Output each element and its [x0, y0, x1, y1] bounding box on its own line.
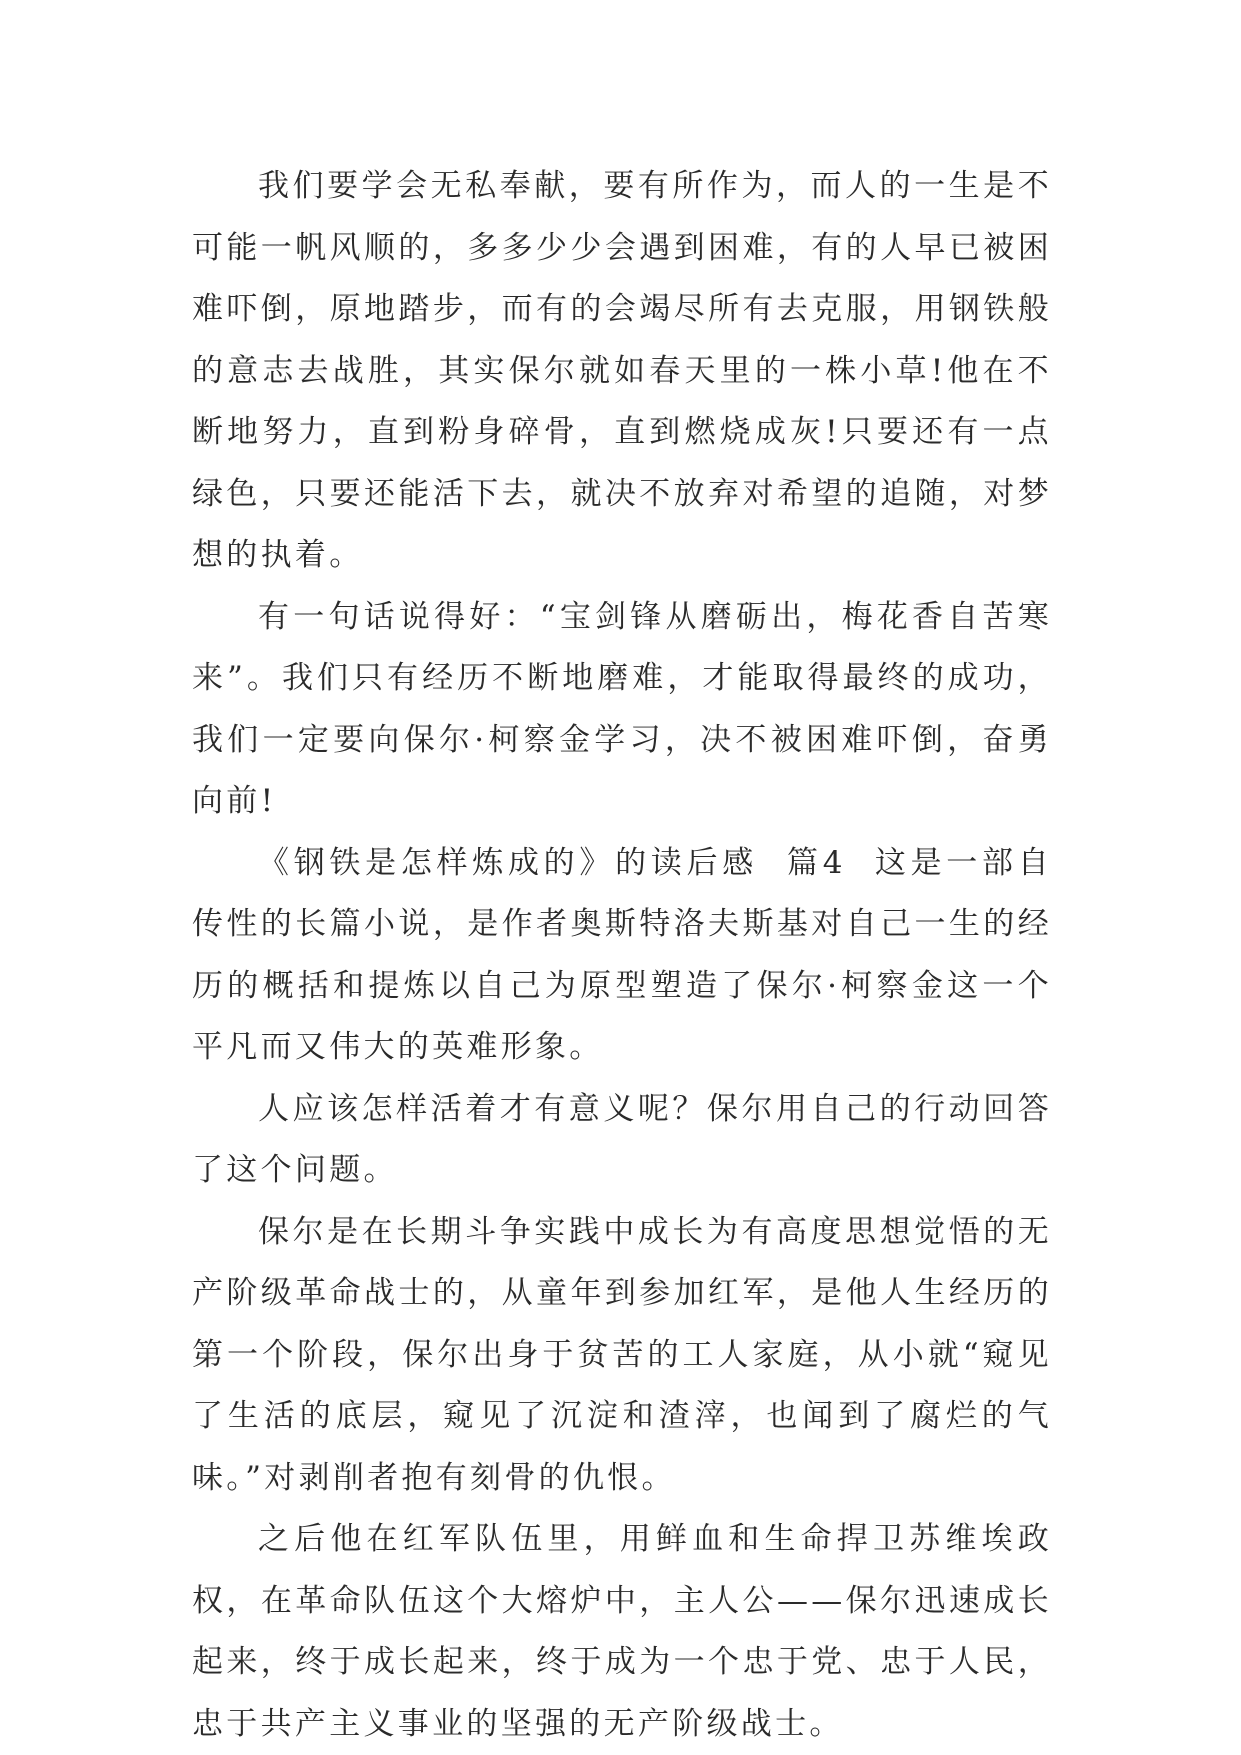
paragraph-5: 保尔是在长期斗争实践中成长为有高度思想觉悟的无产阶级革命战士的，从童年到参加红军，是他人生经历的第一个阶段，保尔出身于贫苦的工人家庭，从小就“窥见了生活的底层，窥见了沉淀和渣滓，也闻到了腐烂的气味。”对剥削者抱有刻骨的仇恨。 — [192, 1213, 1052, 1496]
document-body — [192, 156, 1052, 1755]
paragraph-6: 之后他在红军队伍里，用鲜血和生命捍卫苏维埃政权，在革命队伍这个大熔炉中，主人公——保尔迅速成长起来，终于成长起来，终于成为一个忠于党、忠于人民，忠于共产主义事业的坚强的无产阶级战士。 — [192, 1521, 1052, 1742]
paragraph-4: 人应该怎样活着才有意义呢？保尔用自己的行动回答了这个问题。 — [192, 1090, 1052, 1188]
paragraph-1: 我们要学会无私奉献，要有所作为，而人的一生是不可能一帆风顺的，多多少少会遇到困难，有的人早已被困难吓倒，原地踏步，而有的会竭尽所有去克服，用钢铁般的意志去战胜，其实保尔就如春天里的一株小草!他在不断地努力，直到粉身碎骨，直到燃烧成灰!只要还有一点绿色，只要还能活下去，就决不放弃对希望的追随，对梦想的执着。 — [192, 168, 1052, 573]
paragraph-2: 有一句话说得好：“宝剑锋从磨砺出，梅花香自苦寒来”。我们只有经历不断地磨难，才能取得最终的成功，我们一定要向保尔·柯察金学习，决不被困难吓倒，奋勇向前! — [192, 598, 1052, 819]
paragraph-3: 《钢铁是怎样炼成的》的读后感 篇4 这是一部自传性的长篇小说，是作者奥斯特洛夫斯基对自己一生的经历的概括和提炼以自己为原型塑造了保尔·柯察金这一个平凡而又伟大的英难形象。 — [192, 844, 1052, 1065]
